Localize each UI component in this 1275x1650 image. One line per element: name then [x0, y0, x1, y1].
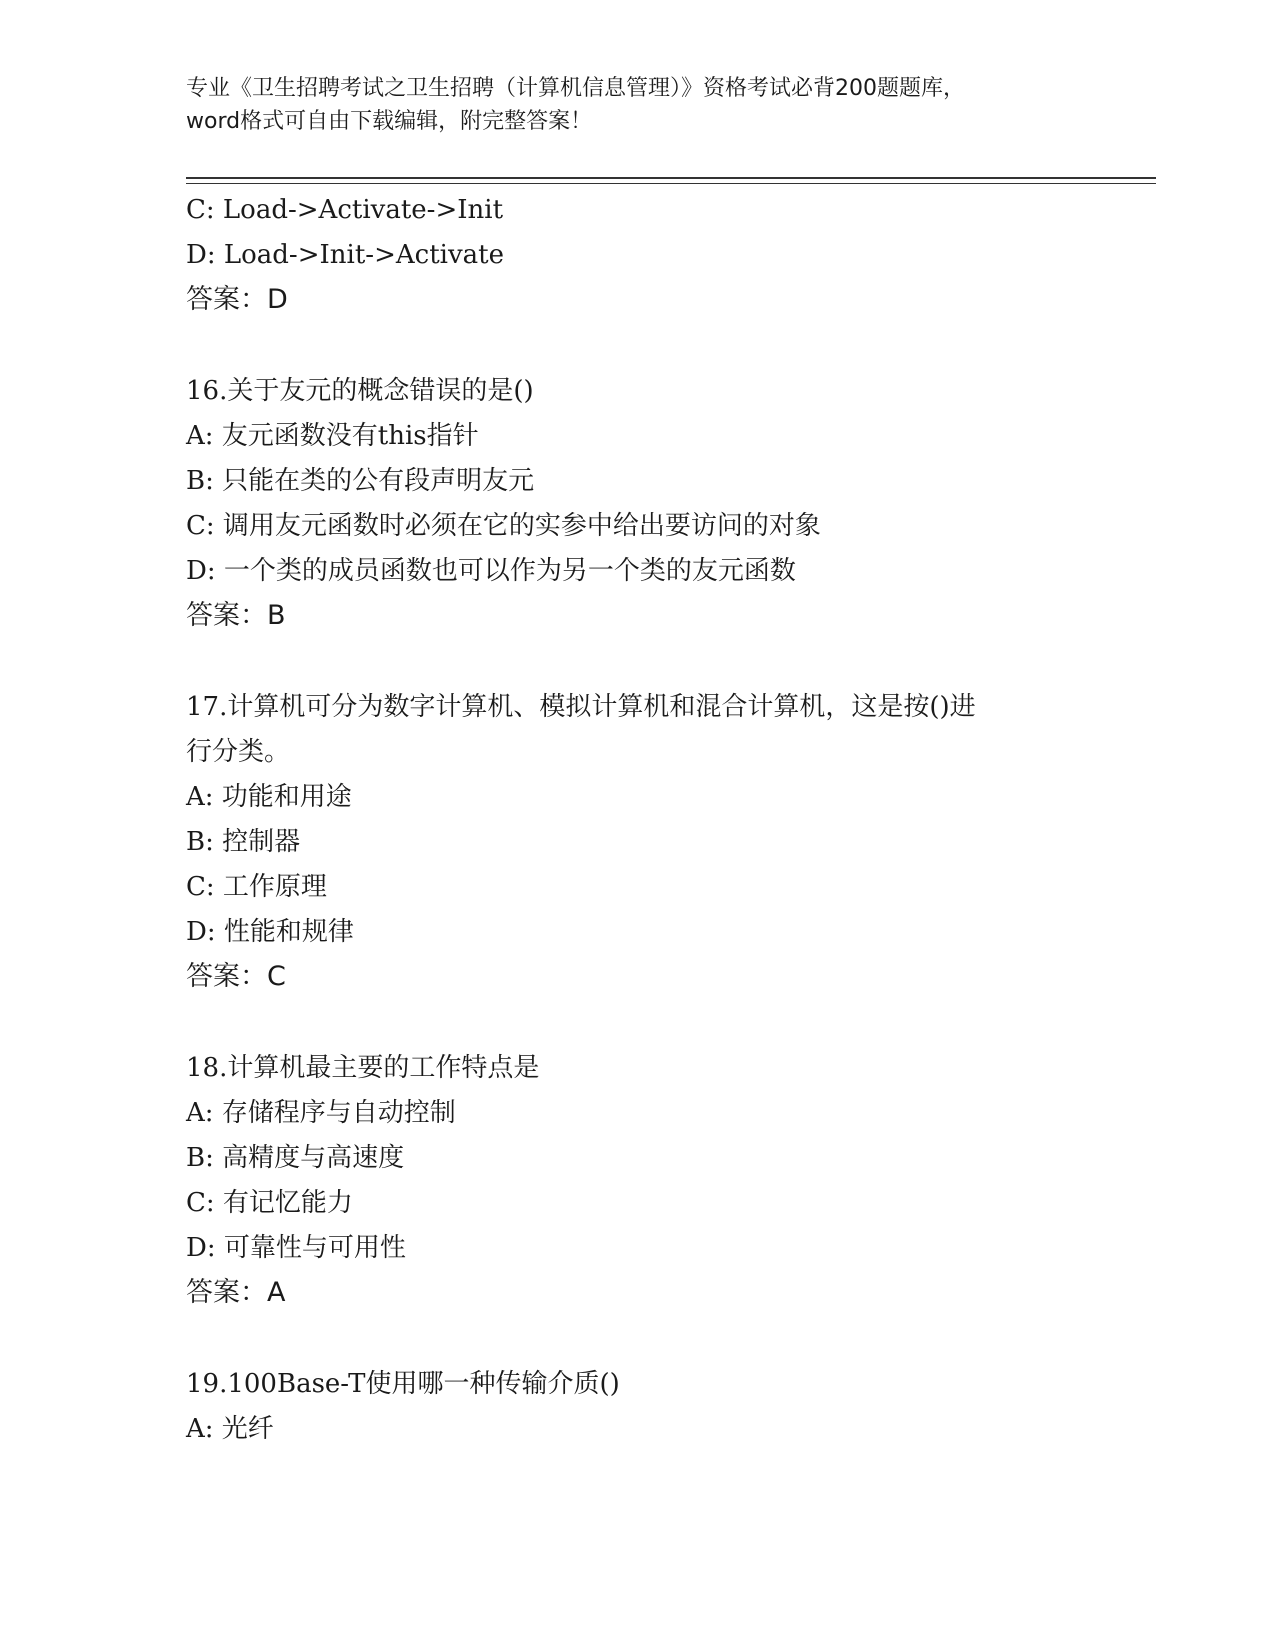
q16-option-c: C: 调用友元函数时必须在它的实参中给出要访问的对象 [186, 511, 821, 541]
q17-stem-line-2: 行分类。 [186, 737, 291, 767]
q15-answer: 答案：D [186, 284, 288, 315]
header-title-line-1: 专业《卫生招聘考试之卫生招聘（计算机信息管理）》资格考试必背200题题库， [186, 76, 965, 101]
q19-option-a: A: 光纤 [186, 1414, 274, 1444]
q16-option-d: D: 一个类的成员函数也可以作为另一个类的友元函数 [186, 556, 796, 586]
q17-option-d: D: 性能和规律 [186, 917, 354, 947]
q17-stem-line-1: 17.计算机可分为数字计算机、模拟计算机和混合计算机，这是按()进 [186, 692, 976, 722]
q18-option-c: C: 有记忆能力 [186, 1188, 353, 1218]
q16-option-a: A: 友元函数没有this指针 [186, 421, 479, 451]
q16-option-b: B: 只能在类的公有段声明友元 [186, 466, 535, 496]
q16-stem: 16.关于友元的概念错误的是() [186, 376, 534, 406]
q18-answer: 答案：A [186, 1277, 286, 1308]
q15-option-d: D: Load->Init->Activate [186, 240, 504, 270]
q17-option-a: A: 功能和用途 [186, 782, 352, 812]
q17-option-c: C: 工作原理 [186, 872, 327, 902]
q18-option-d: D: 可靠性与可用性 [186, 1233, 406, 1263]
q17-option-b: B: 控制器 [186, 827, 301, 857]
header-title-line-2: word格式可自由下载编辑，附完整答案！ [186, 109, 593, 134]
header-divider-thin [186, 183, 1156, 184]
q19-stem: 19.100Base-T使用哪一种传输介质() [186, 1369, 620, 1399]
q15-option-c: C: Load->Activate->Init [186, 195, 504, 225]
q18-option-b: B: 高精度与高速度 [186, 1143, 405, 1173]
q18-stem: 18.计算机最主要的工作特点是 [186, 1053, 540, 1083]
q17-answer: 答案：C [186, 961, 286, 992]
header-divider-thick [186, 177, 1156, 179]
q18-option-a: A: 存储程序与自动控制 [186, 1098, 456, 1128]
q16-answer: 答案：B [186, 600, 286, 631]
document-header [186, 72, 1086, 138]
